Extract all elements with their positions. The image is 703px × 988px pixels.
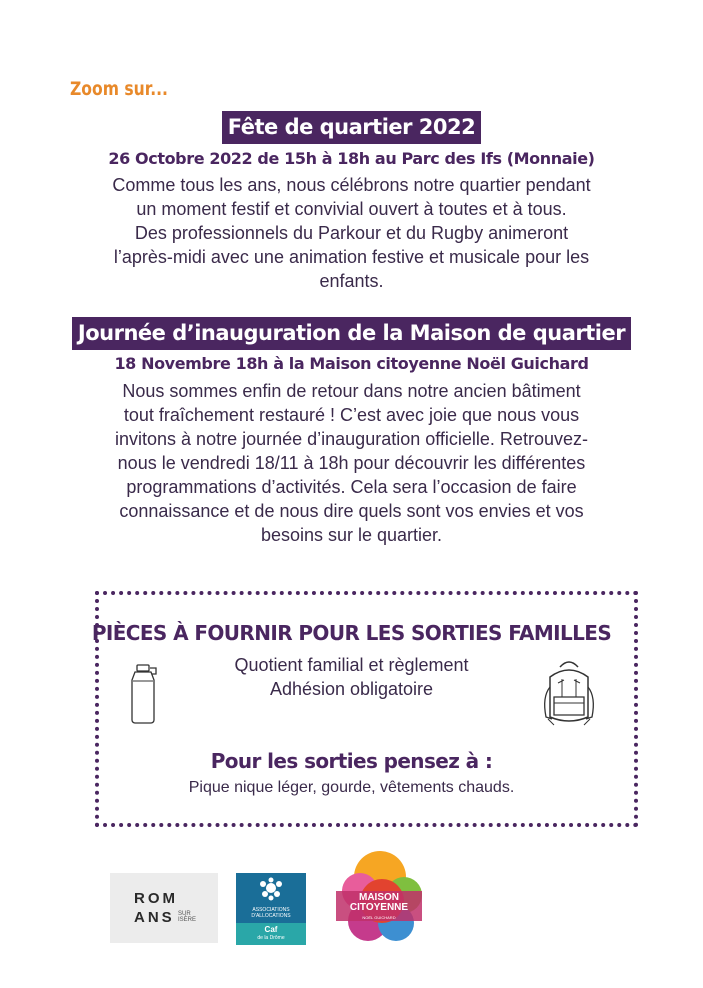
caf-name: Caf — [264, 925, 278, 934]
maison-label-line2: CITOYENNE — [349, 902, 409, 913]
maison-citoyenne-logo — [334, 851, 424, 943]
box-subtitle: Pour les sorties pensez à : — [210, 749, 493, 773]
event1-line: enfants. — [319, 271, 384, 291]
caf-assoc-line2: D'ALLOCATIONS — [251, 913, 291, 919]
event1-title-wrap — [0, 111, 703, 144]
event1-line: l’après-midi avec une animation festive et musicale pour les — [113, 247, 590, 267]
backpack-icon — [540, 657, 598, 729]
event2-line: besoins sur le quartier. — [260, 525, 443, 545]
box-line-adhesion: Adhésion obligatoire — [269, 679, 434, 699]
event2-line: programmations d’activités. Cela sera l’occasion de faire — [126, 477, 577, 497]
romans-logo-top — [134, 890, 178, 907]
event2-line: connaissance et de nous dire quels sont vos envies et vos — [119, 501, 584, 521]
event1-title: Fête de quartier 2022 — [222, 111, 482, 144]
romans-logo-small — [178, 911, 196, 923]
romans-logo — [110, 873, 218, 943]
event2-line: tout fraîchement restauré ! C’est avec joie que nous vous — [123, 405, 580, 425]
event1-line: Comme tous les ans, nous célébrons notre quartier pendant — [112, 175, 591, 195]
caf-logo — [236, 873, 306, 945]
romans-logo-bottom: ANS — [134, 909, 175, 926]
event1-body — [60, 173, 643, 293]
event2-line: Nous sommes enfin de retour dans notre ancien bâtiment — [122, 381, 581, 401]
romans-logo-small2: ISÈRE — [178, 917, 197, 923]
event2-subtitle: 18 Novembre 18h à la Maison citoyenne Noël Guichard — [114, 354, 589, 373]
event1-line: un moment festif et convivial ouvert à toutes et à tous. — [136, 199, 567, 219]
zoom-heading: Zoom sur... — [70, 78, 168, 100]
box-line-quotient: Quotient familial et règlement — [234, 655, 469, 675]
water-bottle-icon — [128, 664, 162, 724]
box-items: Pique nique léger, gourde, vêtements chauds. — [188, 779, 515, 796]
event2-body — [60, 379, 643, 547]
event2-line: nous le vendredi 18/11 à 18h pour découvrir les différentes — [117, 453, 586, 473]
maison-label-small: NOËL GUICHARD — [362, 915, 396, 920]
event2-title: Journée d’inauguration de la Maison de quartier — [72, 317, 631, 350]
romans-logo-small1: SUR — [178, 911, 191, 917]
maison-label-line1: MAISON — [359, 892, 399, 903]
caf-assoc-line1: ASSOCIATIONS — [252, 907, 290, 913]
caf-assoc-text — [236, 907, 306, 919]
box-title: PIÈCES À FOURNIR POUR LES SORTIES FAMILLES — [91, 621, 612, 645]
event2-line: invitons à notre journée d’inauguration officielle. Retrouvez- — [115, 429, 588, 449]
event1-line: Des professionnels du Parkour et du Rugby animeront — [134, 223, 569, 243]
romans-logo-top-text: ROM — [134, 890, 178, 907]
caf-sub: de la Drôme — [257, 935, 285, 941]
event1-subtitle: 26 Octobre 2022 de 15h à 18h au Parc des Ifs (Monnaie) — [108, 149, 595, 168]
event2-title-wrap — [0, 317, 703, 350]
caf-emblem-icon — [236, 873, 306, 907]
maison-label — [336, 893, 422, 913]
